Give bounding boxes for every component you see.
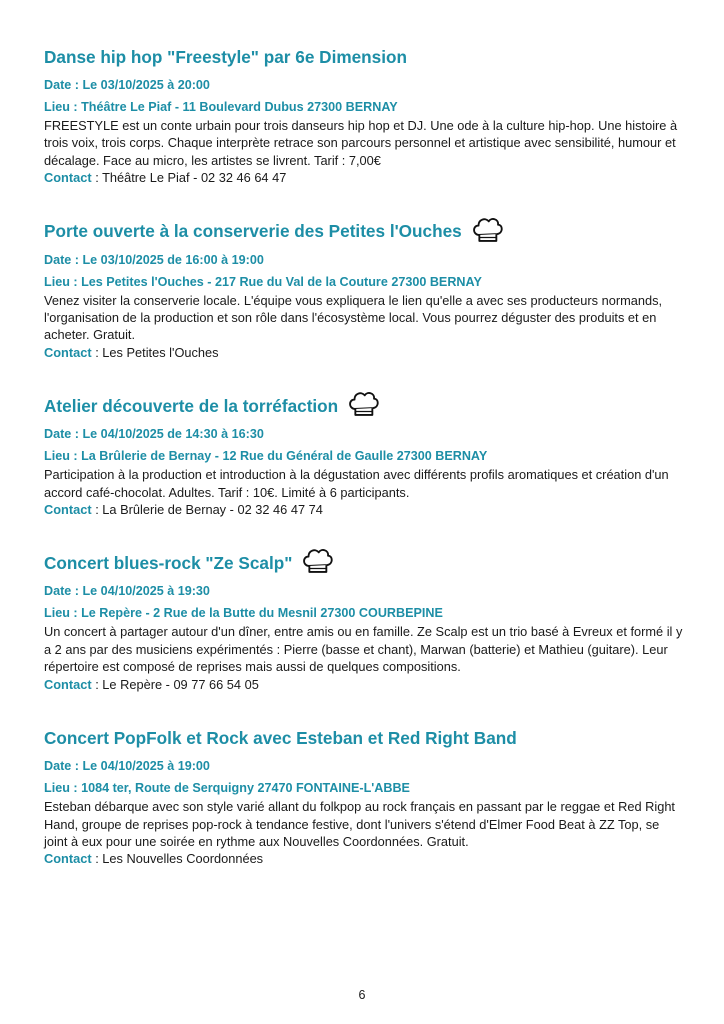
event-contact <box>44 344 684 361</box>
event-description: Venez visiter la conserverie locale. L'équipe vous expliquera le lien qu'elle a avec ses producteurs normands, l'organisation de la production et son rôle dans l'écosystème local. Vous pourrez déguster des produits et en acheter. Gratuit. <box>44 292 663 343</box>
event-contact <box>44 676 684 693</box>
contact-value: : Théâtre Le Piaf - 02 32 46 64 47 <box>91 170 287 186</box>
event-location: Lieu : Les Petites l'Ouches - 217 Rue du Val de la Couture 27300 BERNAY <box>44 274 482 289</box>
event-1 <box>44 44 684 187</box>
page-number: 6 <box>358 988 366 1002</box>
event-title: Danse hip hop "Freestyle" par 6e Dimension <box>44 46 408 67</box>
event-description: Participation à la production et introduction à la dégustation avec différents profils aromatiques et création d'un accord café-chocolat. Adultes. Tarif : 10€. Limité à 6 participants. <box>44 467 669 500</box>
contact-value: : La Brûlerie de Bernay - 02 32 46 47 74 <box>91 502 323 518</box>
event-description: FREESTYLE est un conte urbain pour trois danseurs hip hop et DJ. Une ode à la culture hip-hop. Une histoire à trois voix, trois corps. Chaque interprète retrace son parcours personnel et artistique avec sensibilité, humour et décalage. Face au micro, les artistes se livrent. Tarif : 7,00€ <box>44 118 678 168</box>
events-list <box>44 44 684 900</box>
event-date: Date : Le 04/10/2025 de 14:30 à 16:30 <box>44 427 264 442</box>
event-title: Concert blues-rock "Ze Scalp" <box>44 552 293 573</box>
contact-label: Contact <box>44 676 92 692</box>
event-date: Date : Le 04/10/2025 à 19:00 <box>44 759 210 774</box>
event-2 <box>44 219 684 362</box>
event-location: Lieu : 1084 ter, Route de Serquigny 27470 FONTAINE-L'ABBE <box>44 781 410 796</box>
contact-value: : Les Nouvelles Coordonnées <box>91 851 264 867</box>
contact-label: Contact <box>44 502 92 518</box>
chef-hat-icon <box>300 543 334 577</box>
event-description: Un concert à partager autour d'un dîner, entre amis ou en famille. Ze Scalp est un trio basé à Evreux et formé il y a 2 ans par des musiciens expérimentés : Pierre (basse et chant), Marwan (batterie) et Mathieu (guitare). Leur répertoire est composé de reprises mais aussi de quelques compositions. <box>44 624 683 675</box>
event-4 <box>44 550 684 693</box>
event-3 <box>44 393 684 518</box>
event-title: Atelier découverte de la torréfaction <box>44 395 339 416</box>
contact-label: Contact <box>44 344 92 360</box>
event-date: Date : Le 03/10/2025 à 20:00 <box>44 78 210 92</box>
contact-value: : Les Petites l'Ouches <box>91 344 219 360</box>
event-date: Date : Le 03/10/2025 de 16:00 à 19:00 <box>44 252 264 267</box>
event-title: Porte ouverte à la conserverie des Petites l'Ouches <box>44 221 462 242</box>
contact-value: : Le Repère - 09 77 66 54 05 <box>91 676 259 692</box>
event-description: Esteban débarque avec son style varié allant du folkpop au rock français en passant par le reggae et Red Right Hand, groupe de reprises pop-rock à tendance festive, dont l'univers s'étend d'Elmer Food Beat à ZZ Top, se joint à eux pour une soirée en rythme aux Nouvelles Coordonnées. Gratuit. <box>44 799 675 849</box>
event-5 <box>44 725 684 868</box>
event-title: Concert PopFolk et Rock avec Esteban et Red Right Band <box>44 727 517 748</box>
event-contact <box>44 169 684 186</box>
event-contact <box>44 501 684 518</box>
event-contact <box>44 850 684 867</box>
contact-label: Contact <box>44 170 92 186</box>
event-date: Date : Le 04/10/2025 à 19:30 <box>44 584 210 599</box>
chef-hat-icon <box>470 212 504 246</box>
event-location: Lieu : Théâtre Le Piaf - 11 Boulevard Dubus 27300 BERNAY <box>44 100 398 114</box>
event-location: Lieu : La Brûlerie de Bernay - 12 Rue du Général de Gaulle 27300 BERNAY <box>44 449 488 464</box>
chef-hat-icon <box>346 386 380 420</box>
contact-label: Contact <box>44 851 92 867</box>
event-location: Lieu : Le Repère - 2 Rue de la Butte du Mesnil 27300 COURBEPINE <box>44 606 443 621</box>
